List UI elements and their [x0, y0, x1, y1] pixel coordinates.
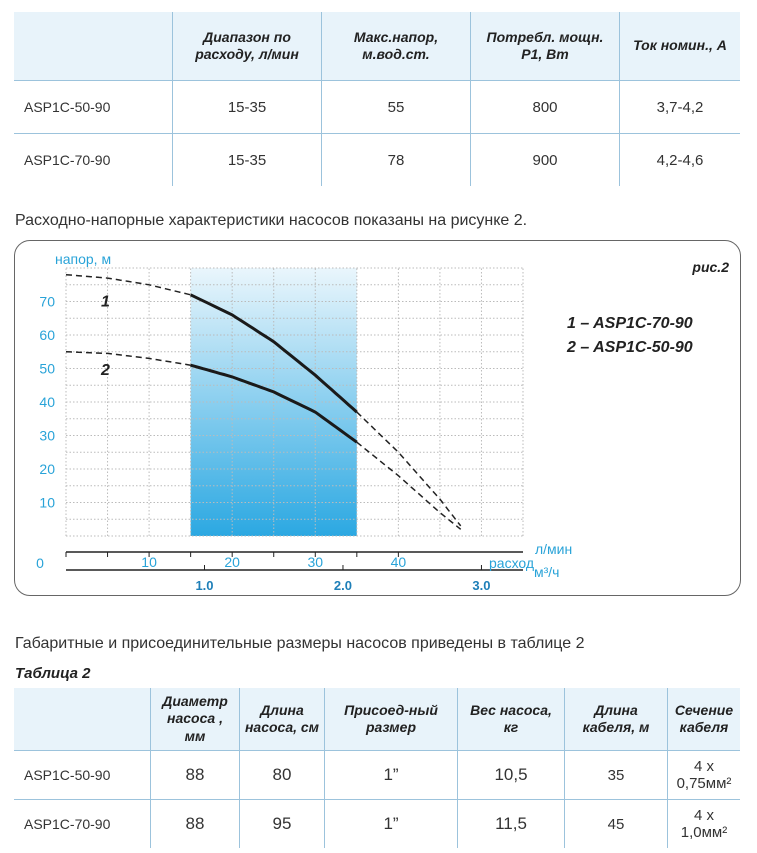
table2-title: Таблица 2: [15, 665, 91, 682]
y-tick-label: 50: [39, 360, 55, 377]
max-head-cell: 55: [322, 81, 471, 134]
x-tick-label: 20: [224, 554, 240, 570]
header-model: [14, 12, 173, 81]
y-tick-label: 40: [39, 394, 55, 410]
legend-entry: 1 – ASP1C-70-90: [567, 315, 693, 332]
model-cell: ASP1C-70-90: [14, 134, 173, 187]
curve-2-dashed-left: [66, 352, 191, 365]
x-tick-label-m3h: 3.0: [472, 578, 491, 593]
max-head-cell: 78: [322, 134, 471, 187]
model-cell: ASP1C-50-90: [14, 751, 151, 800]
header-flow-range: Диапазон по расходу, л/мин: [173, 12, 322, 81]
cable-length-cell: 35: [565, 751, 668, 800]
header-cable-section: Сечение кабеля: [668, 688, 741, 751]
x-axis-unit-m3h: м³/ч: [534, 564, 560, 580]
header-cable-length: Длина кабеля, м: [565, 688, 668, 751]
curve-label: 1: [101, 293, 110, 311]
table-row: [14, 81, 740, 134]
power-cell: 900: [471, 134, 620, 187]
x-tick-label-m3h: 2.0: [333, 578, 353, 593]
x-axis-unit-lpm: л/мин: [535, 541, 573, 557]
power-cell: 800: [471, 81, 620, 134]
y-tick-label: 10: [39, 494, 55, 511]
pump-curve-chart: [15, 241, 742, 597]
length-cell: 80: [240, 751, 325, 800]
curve-label: 2: [101, 362, 110, 380]
current-cell: 4,2-4,6: [620, 134, 741, 187]
pump-dimensions-table: [14, 688, 740, 848]
header-max-head: Макс.напор, м.вод.ст.: [322, 12, 471, 81]
table-header-row: [14, 12, 740, 81]
weight-cell: 11,5: [458, 800, 565, 849]
weight-cell: 10,5: [458, 751, 565, 800]
header-power: Потребл. мощн. Р1, Вт: [471, 12, 620, 81]
length-cell: 95: [240, 800, 325, 849]
y-tick-label: 60: [39, 327, 55, 343]
chart-intro-text: Расходно-напорные характеристики насосов показаны на рисунке 2.: [15, 212, 528, 229]
pump-spec-table: [14, 12, 740, 186]
y-tick-label: 70: [39, 293, 55, 310]
flow-range-cell: 15-35: [173, 134, 322, 187]
x-tick-label: 10: [141, 554, 157, 570]
table-row: [14, 134, 740, 187]
diameter-cell: 88: [151, 800, 240, 849]
cable-section-cell: 4 х 1,0мм²: [668, 800, 741, 849]
x-tick-label: 40: [390, 554, 407, 570]
diameter-cell: 88: [151, 751, 240, 800]
header-length: Длина насоса, см: [240, 688, 325, 751]
table-row: [14, 800, 740, 849]
header-model: [14, 688, 151, 751]
connection-size-cell: 1”: [325, 800, 458, 849]
cable-length-cell: 45: [565, 800, 668, 849]
pump-curve-figure: [14, 240, 741, 596]
table-header-row: [14, 688, 740, 751]
header-connection-size: Присоед-ный размер: [325, 688, 458, 751]
x-tick-label: 0: [36, 555, 44, 571]
header-weight: Вес насоса, кг: [458, 688, 565, 751]
legend-entry: 2 – ASP1C-50-90: [567, 339, 693, 356]
x-tick-label: 30: [307, 554, 324, 570]
current-cell: 3,7-4,2: [620, 81, 741, 134]
y-tick-label: 20: [39, 461, 55, 477]
y-tick-label: 30: [39, 427, 55, 444]
connection-size-cell: 1”: [325, 751, 458, 800]
header-diameter: Диаметр насоса , мм: [151, 688, 240, 751]
cable-section-cell: 4 х 0,75мм²: [668, 751, 741, 800]
x-axis-label: расход: [489, 555, 535, 571]
model-cell: ASP1C-70-90: [14, 800, 151, 849]
flow-range-cell: 15-35: [173, 81, 322, 134]
dimensions-intro-text: Габаритные и присоединительные размеры насосов приведены в таблице 2: [15, 635, 585, 652]
model-cell: ASP1C-50-90: [14, 81, 173, 134]
x-tick-label-m3h: 1.0: [195, 578, 214, 593]
table-row: [14, 751, 740, 800]
y-axis-label: напор, м: [55, 251, 112, 267]
figure-label: рис.2: [692, 259, 729, 275]
header-current: Ток номин., А: [620, 12, 741, 81]
